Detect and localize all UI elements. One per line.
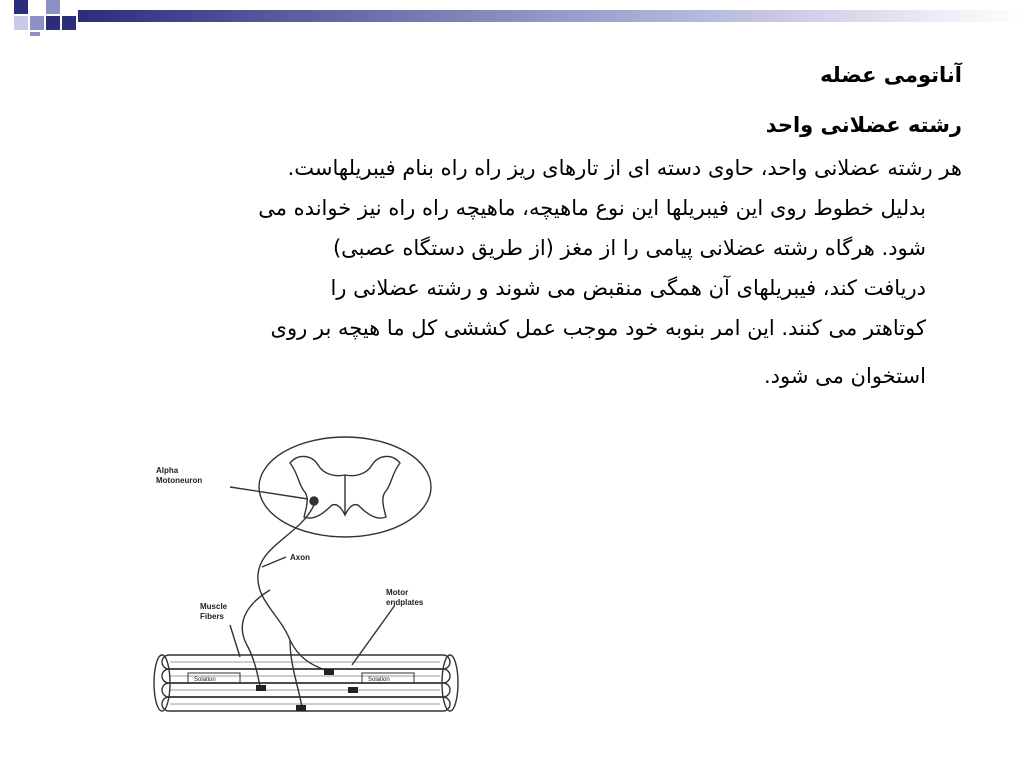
paragraph-line-4: دریافت کند، فیبریلهای آن همگی منقبض می شوند و رشته عضلانی را (330, 276, 926, 300)
top-decoration-bar (0, 0, 1024, 36)
label-alpha-1: Alpha (156, 466, 179, 475)
motor-unit-diagram (140, 425, 470, 725)
paragraph-line-2: بدلیل خطوط روی این فیبریلها این نوع ماهیچه، ماهیچه راه راه نیز خوانده می (258, 196, 926, 220)
paragraph-line-5: کوتاهتر می کنند. این امر بنوبه خود موجب عمل کششی کل ما هیچه بر روی (270, 316, 926, 340)
axon-leader (262, 557, 286, 567)
slide-title: آناتومی عضله (820, 63, 962, 87)
gradient-bar (78, 10, 1024, 22)
axon-path (258, 505, 328, 671)
alpha-leader (230, 487, 308, 499)
checker-squares (14, 0, 76, 36)
label-fiber-left: Solation (194, 677, 216, 683)
axon-branch-1 (242, 590, 270, 687)
paragraph-line-6: استخوان می شود. (763, 364, 926, 388)
motor-leader (352, 605, 395, 665)
label-muscle-2: Fibers (200, 612, 225, 621)
slide-text (62, 60, 962, 396)
paragraph-line-1: هر رشته عضلانی واحد، حاوی دسته ای از تارهای ریز راه راه بنام فیبریلهاست. (287, 156, 962, 180)
label-axon: Axon (290, 553, 310, 562)
slide-subtitle: رشته عضلانی واحد (765, 113, 962, 137)
label-alpha-2: Motoneuron (156, 476, 203, 485)
muscle-leader (230, 625, 240, 657)
label-muscle-1: Muscle (200, 602, 228, 611)
paragraph-body (62, 188, 962, 396)
label-motor-1: Motor (386, 588, 409, 597)
label-motor-2: endplates (386, 598, 424, 607)
label-fiber-right: Solation (368, 677, 390, 683)
paragraph-line-3: شود. هرگاه رشته عضلانی پیامی را از مغز (از طریق دستگاه عصبی) (332, 236, 926, 260)
motoneuron-cell (310, 497, 318, 505)
